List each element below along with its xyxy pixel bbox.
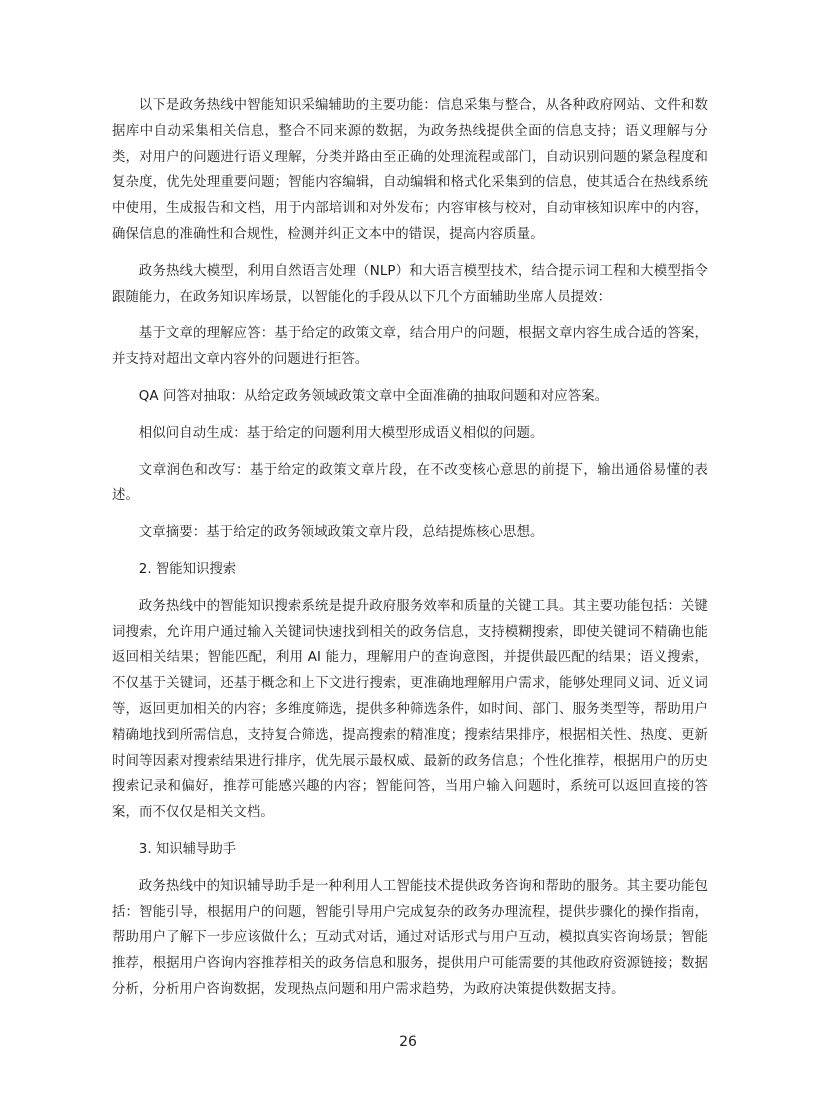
paragraph-knowledge-editing-functions: 以下是政务热线中智能知识采编辅助的主要功能：信息采集与整合，从各种政府网站、文件和数据库中自动采集相关信息，整合不同来源的数据，为政务热线提供全面的信息支持；语义理解与分类，对用户的问题进行语义理解，分类并路由至正确的处理流程或部门，自动识别问题的紧急程度和复杂度，优先处理重要问题；智能内容编辑，自动编辑和格式化采集到的信息，使其适合在热线系统中使用，生成报告和文档，用于内部培训和对外发布；内容审核与校对，自动审核知识库中的内容，确保信息的准确性和合规性，检测并纠正文本中的错误，提高内容质量。 [112,98,708,242]
paragraph-article-summary: 文章摘要：基于给定的政务领域政策文章片段，总结提炼核心思想。 [138,525,544,541]
paragraph-large-model-intro: 政务热线大模型，利用自然语言处理（NLP）和大语言模型技术，结合提示词工程和大模型指令跟随能力，在政务知识库场景，以智能化的手段从以下几个方面辅助坐席人员提效： [112,263,708,305]
section-heading-intelligent-search: 2. 智能知识搜索 [138,561,237,577]
section-heading-knowledge-assistant: 3. 知识辅导助手 [138,841,237,857]
page-number: 26 [399,1034,417,1050]
paragraph-article-polishing: 文章润色和改写：基于给定的政策文章片段，在不改变核心意思的前提下，输出通俗易懂的表述。 [112,462,708,504]
paragraph-qa-extraction: QA 问答对抽取：从给定政务领域政策文章中全面准确的抽取问题和对应答案。 [138,388,609,404]
paragraph-similar-question-generation: 相似问自动生成：基于给定的问题利用大模型形成语义相似的问题。 [138,425,544,441]
paragraph-intelligent-search: 政务热线中的智能知识搜索系统是提升政府服务效率和质量的关键工具。其主要功能包括：关键词搜索，允许用户通过输入关键词快速找到相关的政务信息，支持模糊搜索，即使关键词不精确也能返回相关结果；智能匹配，利用 AI 能力，理解用户的查询意图，并提供最匹配的结果；语义搜索，不仅基于关键词，还基于概念和上下文进行搜索，更准确地理解用户需求，能够处理同义词、近义词等，返回更加相关的内容；多维度筛选，提供多种筛选条件，如时间、部门、服务类型等，帮助用户精确地找到所需信息，支持复合筛选，提高搜索的精准度；搜索结果排序，根据相关性、热度、更新时间等因素对搜索结果进行排序，优先展示最权威、最新的政务信息；个性化推荐，根据用户的历史搜索记录和偏好，推荐可能感兴趣的内容；智能问答，当用户输入问题时，系统可以返回直接的答案，而不仅仅是相关文档。 [112,598,708,821]
paragraph-article-answering: 基于文章的理解应答：基于给定的政策文章，结合用户的问题，根据文章内容生成合适的答案，并支持对超出文章内容外的问题进行拒答。 [112,326,708,368]
document-body [112,93,708,1014]
paragraph-knowledge-assistant: 政务热线中的知识辅导助手是一种利用人工智能技术提供政务咨询和帮助的服务。其主要功能包括：智能引导，根据用户的问题，智能引导用户完成复杂的政务办理流程，提供步骤化的操作指南，帮助用户了解下一步应该做什么；互动式对话，通过对话形式与用户互动，模拟真实咨询场景；智能推荐，根据用户咨询内容推荐相关的政务信息和服务，提供用户可能需要的其他政府资源链接；数据分析，分析用户咨询数据，发现热点问题和用户需求趋势，为政府决策提供数据支持。 [112,878,708,997]
